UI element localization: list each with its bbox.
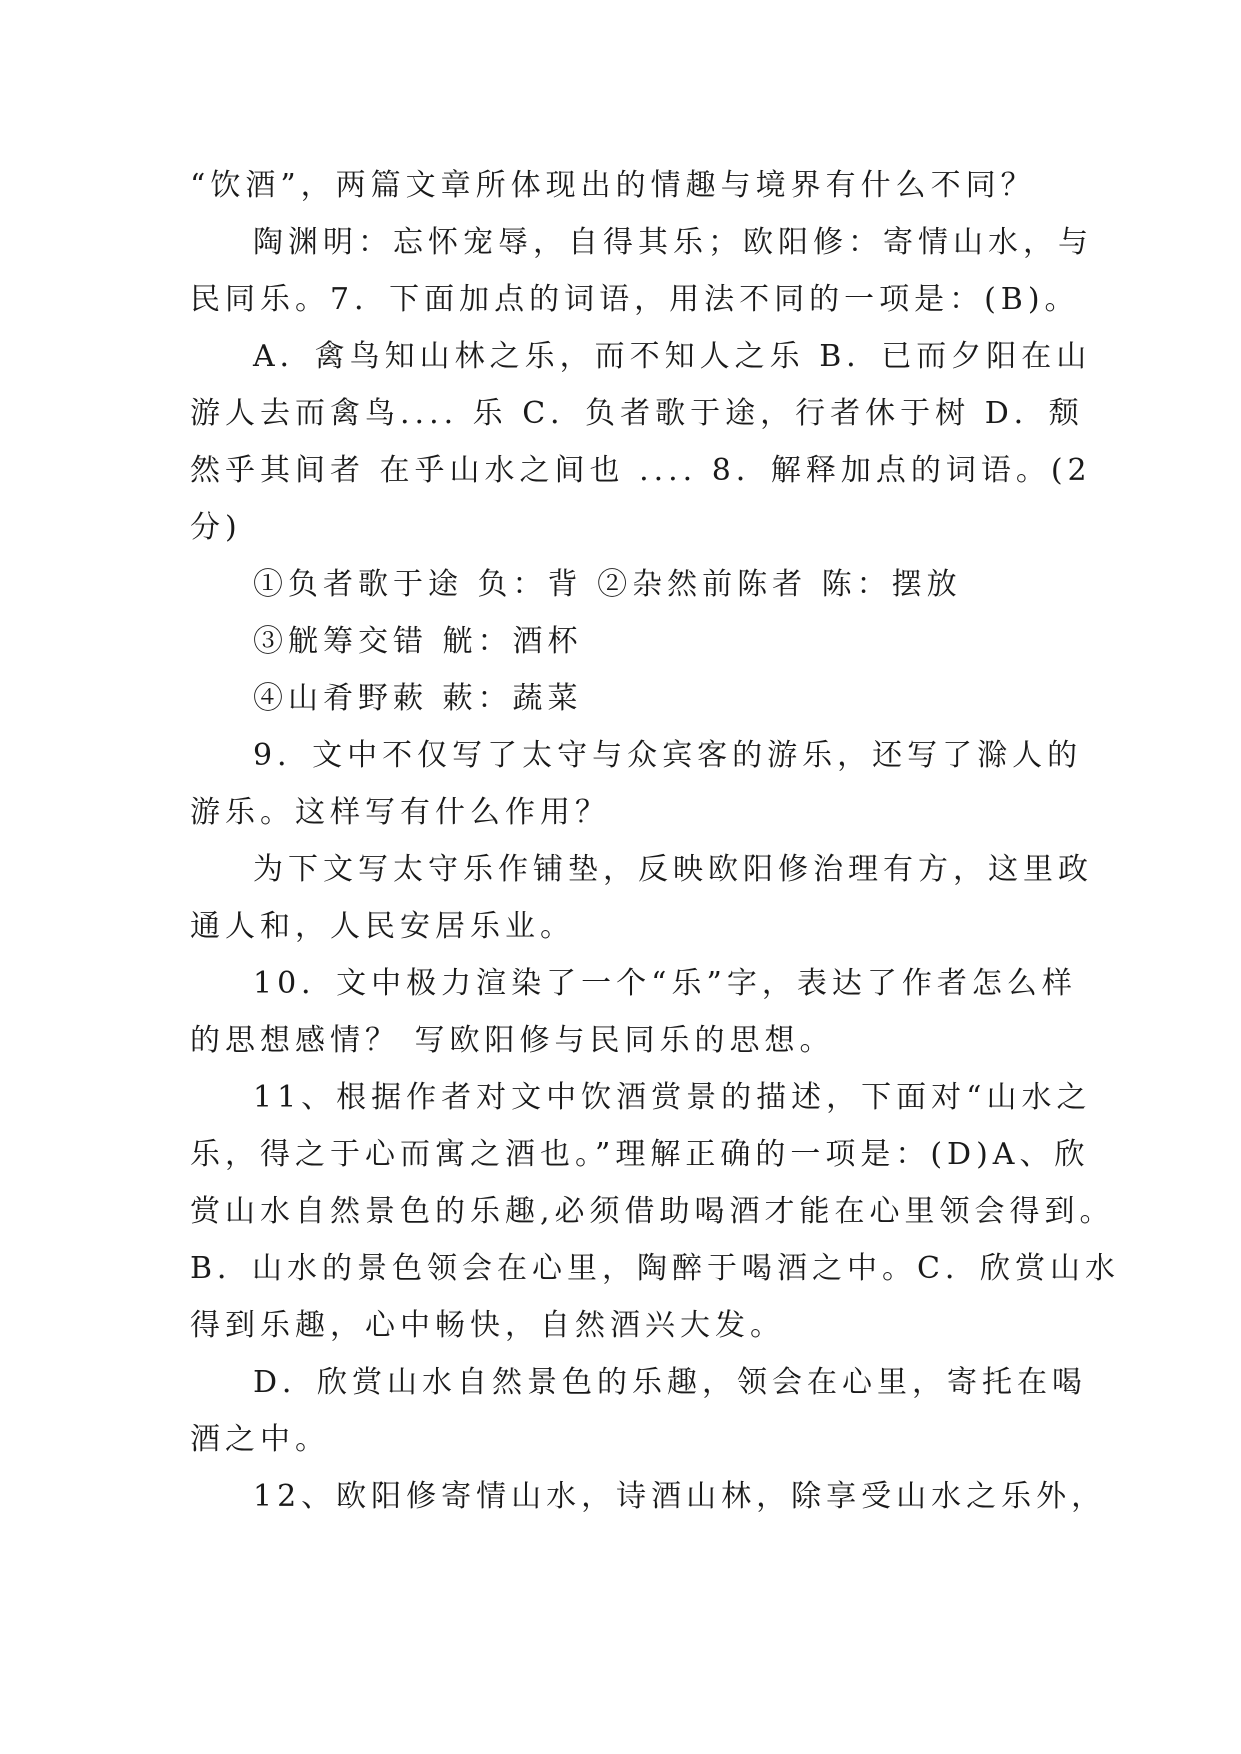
text-line: 赏山水自然景色的乐趣,必须借助喝酒才能在心里领会得到。: [190, 1194, 1115, 1229]
text-line: D．欣赏山水自然景色的乐趣，领会在心里，寄托在喝: [253, 1365, 1088, 1400]
text-line: 分): [190, 510, 242, 545]
text-line: ④山肴野蔌 蔌：蔬菜: [253, 681, 583, 716]
text-line: ③觥筹交错 觥：酒杯: [253, 624, 583, 659]
text-line: 游乐。这样写有什么作用？: [190, 795, 610, 830]
text-line: 然乎其间者 在乎山水之间也 .... 8．解释加点的词语。(2: [190, 453, 1092, 488]
text-line: 的思想感情？ 写欧阳修与民同乐的思想。: [190, 1023, 835, 1058]
text-line: 11、根据作者对文中饮酒赏景的描述，下面对“山水之: [253, 1080, 1092, 1115]
text-line: 12、欧阳修寄情山水，诗酒山林，除享受山水之乐外，: [253, 1479, 1107, 1514]
text-line: ①负者歌于途 负：背 ②杂然前陈者 陈：摆放: [253, 567, 962, 602]
text-line: 得到乐趣，心中畅快，自然酒兴大发。: [190, 1308, 785, 1343]
text-line: 通人和，人民安居乐业。: [190, 909, 575, 944]
text-line: 陶渊明：忘怀宠辱，自得其乐；欧阳修：寄情山水，与: [253, 225, 1093, 260]
text-line: 10．文中极力渲染了一个“乐”字，表达了作者怎么样: [253, 966, 1077, 1001]
text-line: 游人去而禽鸟.... 乐 C．负者歌于途，行者休于树 D．颓: [190, 396, 1084, 431]
text-line: “饮酒”，两篇文章所体现出的情趣与境界有什么不同？: [190, 168, 1036, 203]
text-line: 为下文写太守乐作铺垫，反映欧阳修治理有方，这里政: [253, 852, 1093, 887]
text-line: 9．文中不仅写了太守与众宾客的游乐，还写了滁人的: [253, 738, 1083, 773]
text-line: 乐，得之于心而寓之酒也。”理解正确的一项是：(D)A、欣: [190, 1137, 1090, 1172]
text-line: 酒之中。: [190, 1422, 330, 1457]
text-line: 民同乐。7．下面加点的词语，用法不同的一项是：(B)。: [190, 282, 1080, 317]
text-line: B．山水的景色领会在心里，陶醉于喝酒之中。C．欣赏山水: [190, 1251, 1120, 1286]
text-line: A．禽鸟知山林之乐，而不知人之乐 B．已而夕阳在山: [253, 339, 1092, 374]
